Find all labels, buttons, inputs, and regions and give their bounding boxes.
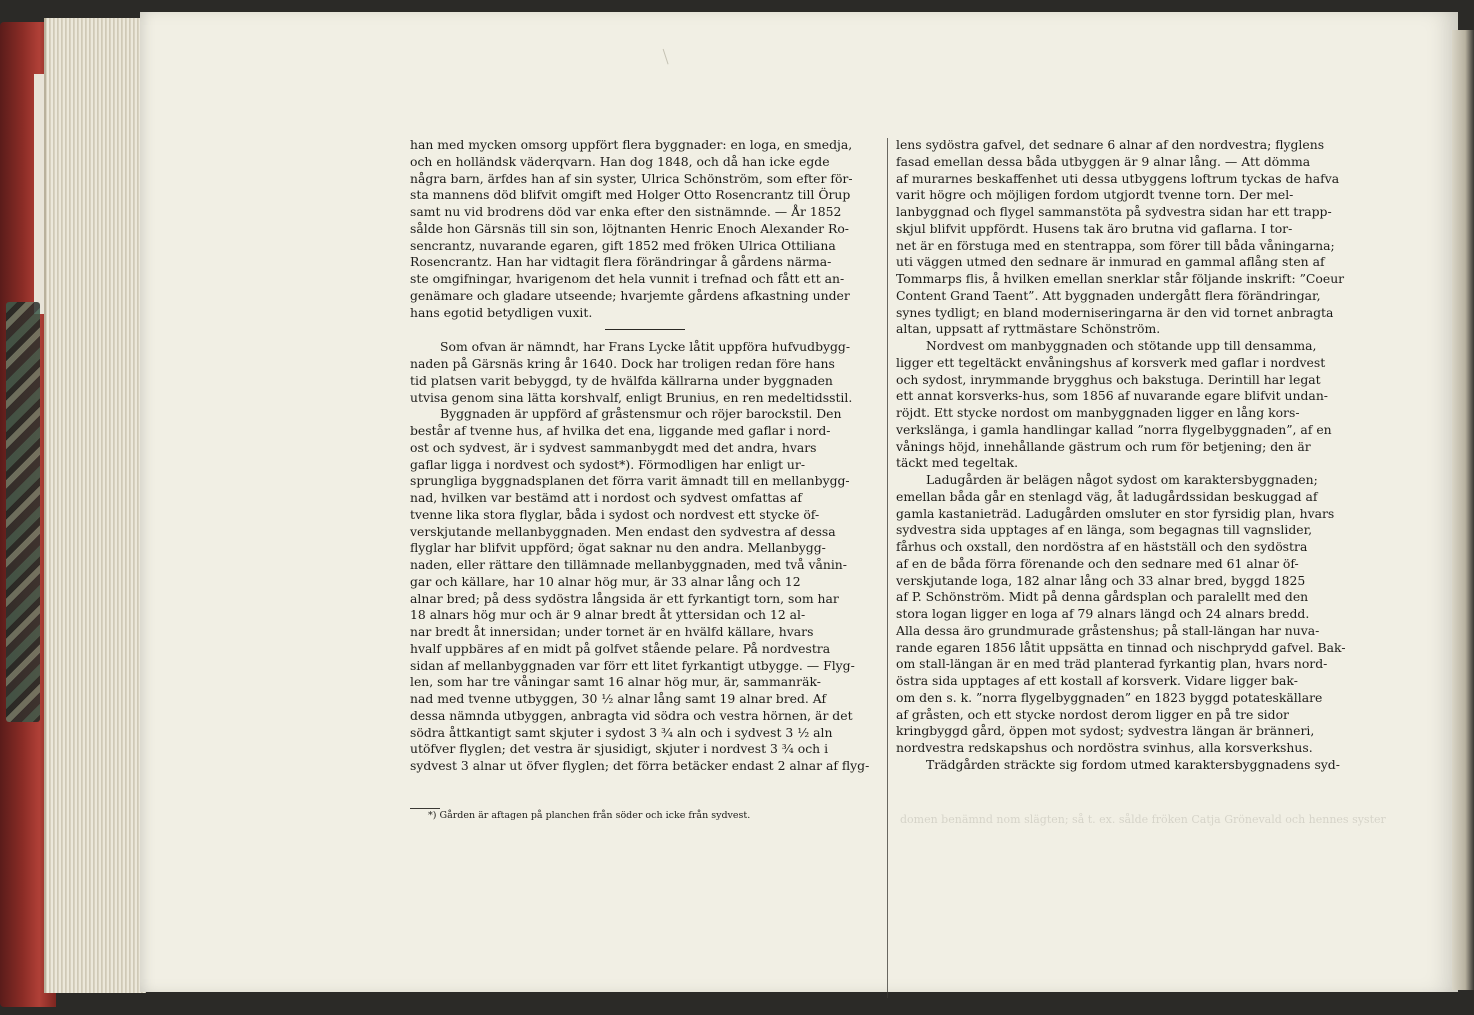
page-stack-edges bbox=[44, 18, 146, 993]
left-text-column bbox=[410, 137, 880, 775]
right-paragraph-1: lens sydöstra gafvel, det sednare 6 alnar af den nordvestra; flyglens fasad emellan dessa båda utbyggen är 9 alnar lång. — Att dömma af murarnes beskaffenhet uti dessa utbyggens loftrum tyckas de hafva varit högre och möjligen fordom utgjordt tvenne torn. Der mel- lanbyggnad och flygel sammanstöta på sydvestra sidan har ett trapp- skjul blifvit uppfördt. Husens tak äro brutna vid gaflarna. I tor- net är en förstuga med en stentrappa, som förer till båda våningarna; uti väggen utmed den sednare är inmurad en gammal aflång sten af Tommarps flis, å hvilken emellan snerklar står följande inskrift: ”Coeur Content Grand Taent”. Att byggnaden undergått flera förändringar, synes tydligt; en bland moderniseringarna är den vid tornet anbragta altan, uppsatt af ryttmästare Schönström. bbox=[896, 137, 1345, 337]
show-through-text: domen benämnd nom slägten; så t. ex. sålde fröken Catja Grönevald och hennes syster bbox=[900, 813, 1386, 826]
section-separator bbox=[605, 329, 685, 330]
right-paragraph-3: Ladugården är belägen något sydost om karaktersbyggnaden; emellan båda går en stenlagd väg, åt ladugårdssidan beskuggad af gamla kastanieträd. Ladugården omsluter en stor fyrsidig plan, hvars sydvestra sida upptages af en länga, som begagnas till vagnslider, fårhus och oxstall, den nordöstra af en hästställ och den sydöstra af en de båda förra förenande och den sednare med 61 alnar öf- verskjutande loga, 182 alnar lång och 33 alnar bred, byggd 1825 af P. Schönström. Midt på denna gårdsplan och paralellt med den stora logan ligger en loga af 79 alnars längd och 24 alnars bredd. Alla dessa äro grundmurade gråstenshus; på stall-längan har nuva- rande egaren 1856 låtit uppsätta en tinnad och nischprydd gafvel. Bak- om stall-längan är en med träd planterad fyrkantig plan, hvars nord- östra sida upptages af ett kostall af korsverk. Vidare ligger bak- om den s. k. ”norra flygelbyggnaden” en 1823 byggd potateskällare af gråsten, och ett stycke nordost derom ligger en på tre sidor kringbyggd gård, öppen mot sydost; sydvestra längan är bränneri, nordvestra redskapshus och nordöstra svinhus, alla korsverkshus. bbox=[896, 472, 1346, 755]
footnote: *) Gården är aftagen på planchen från söder och icke från sydvest. bbox=[428, 810, 751, 821]
marbled-endpaper bbox=[6, 302, 40, 722]
left-paragraph-3: Byggnaden är uppförd af gråstensmur och röjer barockstil. Den består af tvenne hus, af hvilka det ena, liggande med gaflar i nord- ost och sydvest, är i sydvest sammanbygdt med det andra, hvars gaflar ligga i nordvest och sydost*). Förmodligen har enligt ur- sprungliga byggnadsplanen det förra varit ämnadt till en mellanbygg- nad, hvilken var bestämd att i nordost och sydvest omfattas af tvenne lika stora flyglar, båda i sydost och nordvest ett stycke öf- verskjutande mellanbyggnaden. Men endast den sydvestra af dessa flyglar har blifvit uppförd; ögat saknar nu den andra. Mellanbygg- naden, eller rättare den tillämnade mellanbyggnaden, med två vånin- gar och källare, har 10 alnar hög mur, är 33 alnar lång och 12 alnar bred; på dess sydöstra långsida är ett fyrkantigt torn, som har 18 alnars hög mur och är 9 alnar bredt åt yttersidan och 12 al- nar bredt åt innersidan; under tornet är en hvälfd källare, hvars hvalf uppbäres af en midt på golfvet stående pelare. På nordvestra sidan af mellanbyggnaden var förr ett litet fyrkantigt utbygge. — Flyg- len, som har tre våningar samt 16 alnar hög mur, är, sammanräk- nad med tvenne utbyggen, 30 ½ alnar lång samt 19 alnar bred. Af dessa nämnda utbyggen, anbragta vid södra och vestra hörnen, är det södra åttkantigt samt skjuter i sydost 3 ¾ aln och i sydvest 3 ½ aln utöfver flyglen; det vestra är sjusidigt, skjuter i nordvest 3 ¾ och i sydvest 3 alnar ut öfver flyglen; det förra betäcker endast 2 alnar af flyg- bbox=[410, 406, 870, 773]
column-divider bbox=[887, 138, 888, 998]
right-text-column bbox=[896, 137, 1366, 774]
right-page-edge bbox=[1452, 30, 1474, 990]
right-paragraph-2: Nordvest om manbyggnaden och stötande upp till densamma, ligger ett tegeltäckt envåningshus af korsverk med gaflar i nordvest och sydost, inrymmande brygghus och bakstuga. Derintill har legat ett annat korsverks-hus, som 1856 af nuvarande egare blifvit undan- röjdt. Ett stycke nordost om manbyggnaden ligger en lång kors- verkslänga, i gamla handlingar kallad ”norra flygelbyggnaden”, af en vånings höjd, innehållande gästrum och rum för betjening; den är täckt med tegeltak. bbox=[896, 338, 1332, 471]
left-paragraph-2: Som ofvan är nämndt, har Frans Lycke låtit uppföra hufvudbygg- naden på Gärsnäs kring år 1640. Dock har troligen redan före hans tid platsen varit bebyggd, ty de hvälfda källrarna under byggnaden utvisa genom sina lätta korshvalf, enligt Brunius, en ren medeltidsstil. bbox=[410, 339, 853, 405]
right-paragraph-4: Trädgården sträckte sig fordom utmed karaktersbyggnadens syd- bbox=[926, 756, 1340, 772]
left-paragraph-1: han med mycken omsorg uppfört flera byggnader: en loga, en smedja, och en holländsk väderqvarn. Han dog 1848, och då han icke egde några barn, ärfdes han af sin syster, Ulrica Schönström, som efter för- sta mannens död blifvit omgift med Holger Otto Rosencrantz till Örup samt nu vid brodrens död var enka efter den sistnämnde. — År 1852 sålde hon Gärsnäs till sin son, löjtnanten Henric Enoch Alexander Ro- sencrantz, nuvarande egaren, gift 1852 med fröken Ulrica Ottiliana Rosencrantz. Han har vidtagit flera förändringar å gårdens närma- ste omgifningar, hvarigenom det hela vunnit i trefnad och fått ett an- genämare och gladare utseende; hvarjemte gårdens afkastning under hans egotid betydligen vuxit. bbox=[410, 137, 853, 320]
